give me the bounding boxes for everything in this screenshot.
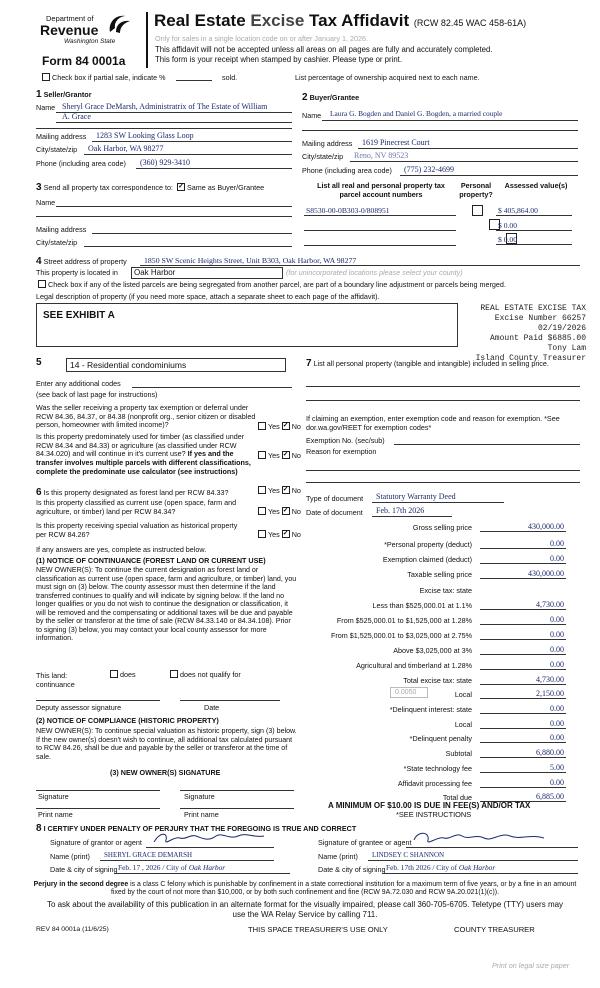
tax-row-line [480,654,566,655]
revenue-label: Revenue [40,22,99,38]
segregated-label: Check box if any of the listed parcels are being segregated from another parcel, are part of a boundary line adjustment or parcels being merged. [48,280,506,289]
parcel-line-2[interactable] [304,230,456,231]
local-rate-field [390,687,428,698]
grantee-date-value[interactable] [386,864,495,873]
tax-row-value[interactable]: 0.00 [550,719,564,728]
sec8-number: 8 [36,823,42,834]
timber-no-checkbox[interactable]: ✓ [282,451,289,459]
exemption-yes-checkbox[interactable] [258,422,266,430]
doc-type-value[interactable]: Statutory Warranty Deed [376,492,456,501]
sec3-city-label: City/state/zip [36,238,78,247]
sec4-number: 4 [36,256,42,267]
grantor-name-line [100,860,274,861]
does-checkbox[interactable] [110,670,118,678]
buyer-name-label: Name [302,111,322,120]
historic-yes-no [256,531,301,540]
tax-row-label: Exemption claimed (deduct) [382,555,472,564]
tax-row-value[interactable]: 0.00 [550,630,564,639]
land-use-code-select[interactable] [66,358,286,372]
partial-pct-line[interactable] [176,80,212,81]
deputy-signature-line[interactable] [36,700,160,701]
seller-name-label: Name [36,103,56,112]
forest-no-label: No [291,486,301,495]
buyer-mail-value[interactable]: 1619 Pinecrest Court [362,138,430,147]
historic-question: Is this property receiving special valuation as historical property per RCW 84.26? [36,521,238,539]
grantor-signature-line [146,847,274,848]
tax-row-label: Taxable selling price [407,570,472,579]
grantee-city-text: Oak Harbor [458,863,496,872]
legal-size-note: Print on legal size paper [492,961,570,970]
continuance-notice-body: NEW OWNER(S): To continue the current designation as forest land or classification as current use (open space, farm and agriculture, or timber) land, you must sign on (3) below. The county assessor must then determine if the land transferred continues to qualify and will indicate by signing below. If the land no longer qualifies or you do not wish to continue the designation or classification, it will be removed and the compensating or additional taxes will be due and payable by the seller or transferor at the time of sale (RCW 84.33.140 or 84.34.108). Prior to signing (3) below, you may contact your local county assessor for more information. [36,566,297,642]
signature-label-2: Signature [184,792,215,801]
buyer-phone-line [400,175,578,176]
seller-name-value[interactable]: Sheryl Grace DeMarsh, Administratrix of The Estate of William [62,102,268,111]
exemption-no-checkbox[interactable]: ✓ [282,422,289,430]
additional-codes-label: Enter any additional codes [36,379,121,388]
exemption-yes-label: Yes [268,422,280,431]
forest-yes-no [256,487,301,496]
exemption-reason-line-2[interactable] [306,482,580,483]
deputy-signature-label: Deputy assessor signature [36,703,122,712]
tax-row-line [480,669,566,670]
certify-text: I CERTIFY UNDER PENALTY OF PERJURY THAT THE FOREGOING IS TRUE AND CORRECT [43,824,357,833]
parcel-number-1[interactable]: S8530-00-0B303-0/808951 [306,206,390,215]
tax-row-label: Total excise tax: state [403,676,472,685]
seller-name-value-2: A. Grace [62,112,91,121]
continuance-label: continuance [36,680,75,689]
buyer-name-line [322,120,578,121]
personal-property-line-2[interactable] [306,400,580,401]
receipt-note-text: This form is your receipt when stamped by cashier. Please type or print. [155,55,403,64]
assessed-value-1[interactable]: $ 405,864.00 [498,206,538,215]
current-use-no-checkbox[interactable]: ✓ [282,507,289,515]
assessed-line-2 [496,230,572,231]
sec3-mail-label: Mailing address [36,225,87,234]
personal-property-line-1[interactable] [306,386,580,387]
additional-codes-line[interactable] [132,387,292,388]
tax-row-value[interactable]: 0.00 [550,645,564,654]
grantee-date-line [382,873,578,874]
see-back-note: (see back of last page for instructions) [36,390,158,399]
current-use-question: Is this property classified as current use (open space, farm and agriculture, or timber) land per RCW 84.34? [36,498,237,516]
washington-state-label: Washington State [64,38,116,45]
seller-section-number: 1 [36,89,42,100]
sec3-name-label: Name [36,198,56,207]
timber-no-label: No [291,451,301,460]
this-land-label: This land: [36,671,68,680]
tax-row-line [480,713,566,714]
grantor-date-label: Date & city of signing [50,865,118,874]
historic-no-checkbox[interactable]: ✓ [282,530,289,538]
tax-row-label: From $525,000.01 to $1,525,000 at 1.28% [336,616,472,625]
seller-name-line-2 [56,122,292,123]
grantor-date-value[interactable] [118,864,225,873]
stamp-line-3: 02/19/2026 [537,324,586,333]
new-owner-signature-line-1[interactable] [36,790,160,791]
deputy-date-line[interactable] [180,700,280,701]
single-location-note: Only for sales in a single location code on or after January 1, 2026. [155,34,368,43]
perjury-bold: Perjury in the second degree [33,881,129,888]
seller-city-line [84,154,292,155]
current-use-yes-no [256,508,301,517]
doc-date-line [372,516,452,517]
tax-row-value[interactable]: 5.00 [550,763,564,772]
tax-row-line [480,578,566,579]
grantee-signature-line [406,847,578,848]
exemption-no-label: No [291,422,301,431]
forest-land-question-text: Is this property designated as forest land per RCW 84.33? [43,488,229,497]
buyer-mail-line [358,148,578,149]
tax-row-label: Gross selling price [412,523,472,532]
tax-row-value[interactable]: 0.00 [550,704,564,713]
if-yes-note: If any answers are yes, complete as instructed below. [36,545,207,554]
buyer-heading-text: Buyer/Grantee [309,93,360,102]
personal-property-label: List all personal property (tangible and intangible) included in selling price. [313,359,549,368]
form-number: Form 84 0001a [42,54,126,68]
timber-yes-no [256,452,301,461]
new-owner-signature-title: (3) NEW OWNER(S) SIGNATURE [110,768,221,777]
personal-property-col-header: Personal property? [459,181,493,199]
tax-row-label: Excise tax: state [419,586,472,595]
new-owner-signature-line-2[interactable] [180,790,294,791]
grantee-date-label: Date & city of signing [318,865,386,874]
treasurer-use-label: THIS SPACE TREASURER'S USE ONLY [248,925,388,934]
does-not-label: does not qualify for [180,670,241,679]
tax-row-line [480,787,566,788]
grantor-date-line [114,873,290,874]
page-title [154,11,526,31]
tax-row-line [480,698,566,699]
rev-number: REV 84 0001a (11/6/25) [36,926,109,933]
timber-question-bold: If yes and the transfer involves multiple parcels with different classifications, complete the predominate use calculator (see instructions) [36,449,251,476]
forest-yes-label: Yes [268,486,280,495]
doc-type-line [372,502,504,503]
seller-mail-label: Mailing address [36,132,87,141]
receipt-note [155,55,402,64]
exemption-number-label: Exemption No. (sec/sub) [306,436,385,445]
see-instructions-note: *SEE INSTRUCTIONS [396,810,472,819]
segregated-checkbox[interactable] [38,280,46,288]
buyer-mail-label: Mailing address [302,139,353,148]
buyer-phone-value[interactable]: (775) 232-4699 [404,165,454,174]
compliance-notice-body: NEW OWNER(S): To continue special valuation as historic property, sign (3) below. If the new owner(s) doesn't wish to continue, all additional tax calculated pursuant to RCW 84.26, shall be due and payable by the seller or transferor at the time of sale. [36,727,297,761]
doc-date-value[interactable]: Feb. 17th 2026 [376,506,425,515]
tax-row-value[interactable]: 4,730.00 [536,675,564,684]
seller-phone-value[interactable]: (360) 929-3410 [140,158,190,167]
tax-row-label: Less than $525,000.01 at 1.1% [372,601,472,610]
signature-label-1: Signature [38,792,69,801]
tax-row-line [480,684,566,685]
exemption-claim-text: If claiming an exemption, enter exemption code and reason for exemption. *See dor.wa.gov/REET for exemption codes* [306,414,560,432]
sold-label: sold. [222,73,238,82]
exemption-yes-no [256,423,301,432]
swoosh-icon [106,12,132,36]
doc-date-label: Date of document [306,508,363,517]
exemption-number-line[interactable] [394,444,580,445]
seller-heading [36,89,92,101]
tax-row-label: Local [454,690,472,699]
header-divider [146,12,148,68]
assessed-line-1 [496,215,572,216]
stamp-line-1: REAL ESTATE EXCISE TAX [480,304,586,313]
exemption-reason-line-1[interactable] [306,470,580,471]
tax-row-value[interactable]: 0.00 [550,539,564,548]
tax-row-line [480,757,566,758]
stamp-line-5: Tony Lam [547,344,586,353]
tax-row-value[interactable]: 4,730.00 [536,600,564,609]
historic-no-label: No [291,530,301,539]
grantor-date-text: Feb. 17 , 2026 / City of [118,863,187,872]
buyer-city-line [350,161,578,162]
perjury-text: is a class C felony which is punishable by confinement in a state correctional institution for a maximum term of five years, or by a fine in an amount fixed by the court of not more than $10,000, or by both such confinement and fine (RCW 9A.72.030 and RCW 9A.20.021(1)(c)). [111,881,577,897]
does-label: does [120,670,136,679]
location-select[interactable] [131,267,283,279]
tax-row-value[interactable]: 0.00 [550,660,564,669]
seller-mail-line [92,141,292,142]
grantor-signature[interactable] [150,830,270,848]
exemption-reason-label: Reason for exemption [306,447,377,456]
grantee-signature-label: Signature of grantee or agent [318,838,412,847]
tax-row-value[interactable]: 0.00 [550,733,564,742]
seller-name-line [56,112,292,113]
located-label: This property is located in [36,268,118,277]
assessed-value-3[interactable]: $ 0.00 [498,235,517,244]
tax-row-value[interactable]: 430,000.00 [528,522,564,531]
tax-row-line [480,772,566,773]
location-note: (for unincorporated locations please select your county) [286,268,463,277]
grantor-name-label: Name (print) [50,852,90,861]
print-name-line-1[interactable] [36,808,160,809]
tax-row-line [480,531,566,532]
does-not-option [168,671,241,680]
current-use-yes-checkbox[interactable] [258,507,266,515]
seller-phone-label: Phone (including area code) [36,159,126,168]
current-use-no-label: No [291,507,301,516]
seller-city-label: City/state/zip [36,145,78,154]
buyer-heading [302,92,359,104]
tax-row-value[interactable]: 0.00 [550,778,564,787]
buyer-section-number: 2 [302,92,308,103]
title-excise: Excise [250,11,305,30]
assessed-line-3 [496,244,572,245]
sec3-blank-line [36,216,292,217]
tax-row-line [480,563,566,564]
county-treasurer-label: COUNTY TREASURER [454,925,535,934]
sec3-number: 3 [36,182,42,193]
parcel-line-1 [304,215,456,216]
timber-question-text: Is this property predominately used for timber (as classified under RCW 84.34 and 84.33) or agriculture (as classified under RCW 84.34.020) and will continue in it's current use? [36,432,245,459]
minimum-due-note: A MINIMUM OF $10.00 IS DUE IN FEE(S) AND/OR TAX [328,801,531,810]
grantee-date-text: Feb. 17th 2026 / City of [386,863,458,872]
tax-row-value[interactable]: 6,885.00 [536,792,564,801]
tax-row-label: Subtotal [445,749,472,758]
timber-yes-label: Yes [268,451,280,460]
title-prefix: Real Estate [154,11,251,30]
tax-row-label: Total due [442,793,472,802]
perjury-warning [30,881,580,898]
forest-no-checkbox[interactable]: ✓ [282,486,289,494]
grantor-city-text: Oak Harbor [188,863,226,872]
continuance-notice-title: (1) NOTICE OF CONTINUANCE (FOREST LAND OR CURRENT USE) [36,556,266,565]
partial-sale-label: Check box if partial sale, indicate % [52,73,166,82]
street-line [140,265,580,266]
title-suffix: Tax Affidavit [304,11,410,30]
does-option [108,671,136,680]
tax-row-label: *Delinquent penalty [409,734,472,743]
correspondence-row [36,182,264,194]
dor-logo [40,10,132,46]
tax-row-line [480,548,566,549]
historic-yes-checkbox[interactable] [258,530,266,538]
sec3-mail-line[interactable] [92,233,292,234]
tax-row-value[interactable]: 0.00 [550,554,564,563]
partial-sale-row [40,74,165,83]
personal-property-list [306,358,586,370]
tax-row-line [480,624,566,625]
doc-type-label: Type of document [306,494,364,503]
timber-yes-checkbox[interactable] [258,451,266,459]
tax-row-value[interactable]: 0.00 [550,615,564,624]
forest-yes-checkbox[interactable] [258,486,266,494]
exemption-question: Was the seller receiving a property tax exemption or deferral under RCW 84.36, 84.37, or 84.38 (nonprofit org., senior citizen or disabled person, homeowner with limited income)? [36,403,256,430]
sec3-name-line[interactable] [56,206,292,207]
rcw-reference: (RCW 82.45 WAC 458-61A) [413,18,527,28]
assessed-value-2[interactable]: $ 0.00 [498,221,517,230]
seller-city-value[interactable]: Oak Harbor, WA 98277 [88,144,164,153]
sec5-number: 5 [36,357,42,368]
stamp-line-2: Excise Number 66257 [494,314,586,323]
street-label: Street address of property [43,257,127,266]
print-name-label-2: Print name [184,810,219,819]
grantee-signature[interactable] [410,828,550,848]
seller-heading-text: Seller/Grantor [43,90,92,99]
buyer-city-label: City/state/zip [302,152,344,161]
dept-of-label: Department of [46,14,94,23]
parcel-line-3[interactable] [304,245,456,246]
tax-row-label: *Personal property (deduct) [384,540,472,549]
does-not-checkbox[interactable] [170,670,178,678]
correspondence-label: Send all property tax correspondence to: [43,183,174,192]
alternate-format-note: To ask about the availability of this publication in an alternate format for the visually impaired, please call 360-705-6705. Teletype (TTY) users may use the WA Relay Service by calling 711. [46,900,564,919]
tax-row-label: Above $3,025,000 at 3% [393,646,472,655]
print-name-label-1: Print name [38,810,73,819]
sec3-city-line[interactable] [84,246,292,247]
accept-note: This affidavit will not be accepted unless all areas on all pages are fully and accurately completed. [155,45,493,54]
personal-property-checkbox-1[interactable] [472,205,483,216]
buyer-phone-label: Phone (including area code) [302,166,392,175]
buyer-blank-line [302,130,578,131]
sec7-number: 7 [306,358,312,369]
grantee-name-line [368,860,578,861]
ownership-note: List percentage of ownership acquired next to each name. [295,73,480,82]
current-use-yes-label: Yes [268,507,280,516]
legal-description-box[interactable] [36,303,458,347]
partial-sale-checkbox[interactable] [42,73,50,81]
tax-row-label: *Delinquent interest: state [389,705,472,714]
same-as-buyer-checkbox[interactable]: ✓ [178,183,184,191]
street-value[interactable]: 1850 SW Scenic Heights Street, Unit B303, Oak Harbor, WA 98277 [144,256,357,265]
treasurer-stamp [448,304,586,364]
parcel-col-header: List all real and personal property tax parcel account numbers [317,181,445,199]
local-rate-value: 0.0050 [395,689,417,696]
sec6-number: 6 [36,487,42,498]
legal-description-value: SEE EXHIBIT A [43,310,115,321]
buyer-city-value[interactable]: Reno, NV 89523 [354,151,409,160]
historic-yes-label: Yes [268,530,280,539]
print-name-line-2[interactable] [180,808,294,809]
tax-row-line [480,728,566,729]
tax-row-label: Affidavit processing fee [397,779,472,788]
land-use-code-value: 14 - Residential condominiums [70,360,187,370]
same-as-buyer-label: Same as Buyer/Grantee [187,183,265,192]
timber-question [36,433,258,476]
stamp-line-4: Amount Paid $6885.00 [489,334,586,343]
tax-row-line [480,609,566,610]
street-row [36,256,127,268]
tax-row-label: *State technology fee [403,764,472,773]
tax-row-line [480,742,566,743]
assessed-value-col-header: Assessed value(s) [504,181,568,190]
grantor-name-value[interactable]: SHERYL GRACE DEMARSH [104,851,193,859]
stamp-line-6: Island County Treasurer [475,354,586,363]
grantee-name-label: Name (print) [318,852,358,861]
tax-row-value[interactable]: 6,880.00 [536,748,564,757]
segregated-row [36,281,506,290]
seller-phone-line [136,168,292,169]
compliance-notice-title: (2) NOTICE OF COMPLIANCE (HISTORIC PROPERTY) [36,716,219,725]
tax-row-value[interactable]: 2,150.00 [536,689,564,698]
seller-mail-value[interactable]: 1283 SW Looking Glass Loop [96,131,194,140]
tax-row-label: Agricultural and timberland at 1.28% [356,661,472,670]
tax-row-value[interactable]: 430,000.00 [528,569,564,578]
grantor-signature-label: Signature of grantor or agent [50,838,142,847]
legal-description-label: Legal description of property (if you need more space, attach a separate sheet to each page of the affidavit). [36,292,380,301]
seller-blank-line [36,128,292,129]
deputy-date-label: Date [204,703,220,712]
tax-row-line [480,639,566,640]
grantee-name-value[interactable]: LINDSEY C SHANNON [372,851,445,859]
buyer-name-value[interactable]: Laura G. Bogden and Daniel G. Bogden, a married couple [330,109,503,118]
location-value: Oak Harbor [134,268,176,277]
tax-row-label: From $1,525,000.01 to $3,025,000 at 2.75% [330,631,472,640]
tax-row-label: Local [454,720,472,729]
